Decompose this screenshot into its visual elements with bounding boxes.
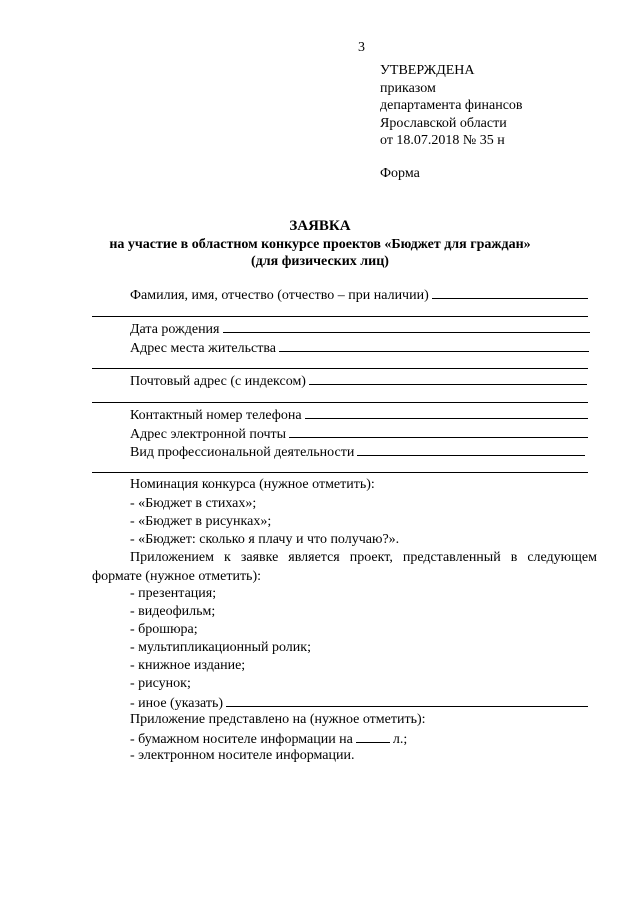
medium-paper-row[interactable] [130, 730, 407, 748]
medium-paper-label: - бумажном носителе информации на [130, 732, 353, 747]
occupation-row [130, 443, 585, 461]
format-intro: Приложением к заявке является проект, представленный в следующем формате (нужное отметить): [92, 550, 597, 584]
page-number: 3 [358, 40, 365, 55]
email-field[interactable] [289, 425, 588, 438]
occupation-field[interactable] [357, 443, 585, 456]
nomination-option[interactable]: - «Бюджет в стихах»; [130, 496, 257, 511]
residence-label: Адрес места жительства [130, 341, 276, 356]
occupation-continuation-line[interactable] [92, 472, 588, 473]
format-option[interactable]: - книжное издание; [130, 658, 246, 673]
approval-line: приказом [380, 80, 436, 96]
title-main: ЗАЯВКА [289, 218, 351, 234]
format-other-field[interactable] [226, 694, 588, 707]
phone-row [130, 406, 588, 424]
postal-row [130, 372, 587, 390]
email-label: Адрес электронной почты [130, 427, 287, 442]
postal-continuation-line[interactable] [92, 402, 588, 403]
nomination-option[interactable]: - «Бюджет в рисунках»; [130, 514, 272, 529]
format-other-label[interactable]: - иное (указать) [130, 696, 224, 711]
occupation-label: Вид профессиональной деятельности [130, 445, 355, 460]
format-option[interactable]: - брошюра; [130, 622, 198, 637]
approval-line: Ярославской области [380, 115, 507, 131]
format-option[interactable]: - презентация; [130, 586, 217, 601]
paper-pages-field[interactable] [356, 730, 390, 743]
birth-date-row [130, 320, 590, 338]
format-other-row [130, 694, 588, 712]
birth-date-label: Дата рождения [130, 322, 220, 337]
title-subtitle: на участие в областном конкурсе проектов «Бюджет для граждан» [109, 236, 531, 252]
title-subtitle: (для физических лиц) [251, 254, 389, 269]
medium-electronic-option[interactable]: - электронном носителе информации. [130, 748, 355, 763]
full-name-field[interactable] [432, 286, 588, 299]
approval-line: от 18.07.2018 № 35 н [380, 133, 505, 148]
approval-line: УТВЕРЖДЕНА [380, 63, 475, 78]
full-name-label: Фамилия, имя, отчество (отчество – при наличии) [130, 288, 429, 303]
format-option[interactable]: - мультипликационный ролик; [130, 640, 311, 655]
format-option[interactable]: - рисунок; [130, 676, 191, 691]
residence-field[interactable] [279, 339, 589, 352]
residence-row [130, 339, 589, 357]
nomination-option[interactable]: - «Бюджет: сколько я плачу и что получаю?». [130, 532, 400, 547]
document-title [0, 218, 640, 271]
medium-heading: Приложение представлено на (нужное отметить): [130, 712, 426, 727]
residence-continuation-line[interactable] [92, 368, 588, 369]
full-name-continuation-line[interactable] [92, 316, 588, 317]
nomination-heading: Номинация конкурса (нужное отметить): [130, 477, 375, 492]
format-option[interactable]: - видеофильм; [130, 604, 216, 619]
email-row [130, 425, 588, 443]
form-label: Форма [380, 166, 420, 181]
phone-label: Контактный номер телефона [130, 408, 302, 423]
birth-date-field[interactable] [223, 320, 591, 333]
medium-paper-suffix: л.; [392, 732, 408, 747]
full-name-row [130, 286, 588, 304]
phone-field[interactable] [305, 406, 588, 419]
postal-label: Почтовый адрес (с индексом) [130, 374, 306, 389]
postal-field[interactable] [309, 372, 587, 385]
approval-line: департамента финансов [380, 98, 523, 113]
approval-stamp [380, 62, 523, 150]
